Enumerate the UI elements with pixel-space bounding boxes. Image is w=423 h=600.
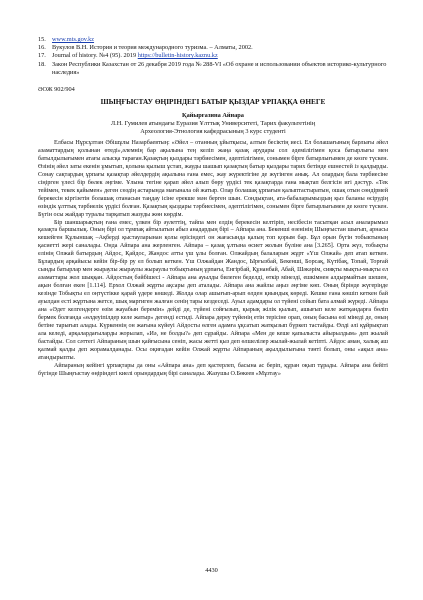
body-paragraph: Бір шаншарықтың ғана емес, үлкен бір әулеттің, тайпа мен елдің берекесін келтіріп, несібесін тасытқан асыл аналарымыз қазақта баршылық. Оның бірі ол тұмпақ айтылатын абыз анадардың бірі – Айпара ана. Бекенші өзенінің Шыңғыстан шығып, арнасы кешейген Құлыншақ –Ақберді қыстауларынан қолы өрісіндегі он жағасында қалың топ қорым бар. Бұл орын бүгін тобыктының қасиетті жері саналады. Онда Айпара ана жерленген. Айпара – қазақ ұлтына өсиет жолын бүліне ана [3.265]. Орта жүз, тобықты елінің Олжай батырдың Айдос, Қайдос, Жандос атты үш ұлы болған. Олжайдың балаларын жұрт «Үш Олжай» деп атап кеткен. Бұлардың арқайысы кейін бір-бір ру ел болып кеткен. Үш Олжайдан Жандос, Ырғызбай, Бекенші, Борсақ, Күтібақ, Топай, Торғай сынды батырлар мен жыраулы жыраулы жыраулы тобықтының ұрпағы, Енгірбай, Құнанбай, Абай, Шәкәрім, сияқты мықты-мықты ел азаматтары жол шыққан. Айдостың бәйбішесі - Айпара ана ауылды билеген беделді, өткір мінезді, ешкімнен алдырмайтын шешен, ақын болған екен [1.114]. Ерхол Олжай жұрты ақсары деп аталады. Айпара ана жайлы аңыз әңгіме көп. Оның бірінде жүгеріңде кезінде Тобықты ел оңтүстікке қарай үдере көшеді. Жолда олар ашығып-арып өлден қиындық көреді. Кешке ғана көшіп кеткен бай ауылдан есті жұртына жетсе, шық маргиген жалған сенің тары кездеседі. Ауыл адамдары ол түйені сойып бата алмай жүреді. Айпара ана «Әдет келгендерге өзім жауабын беремін» дейді де, түйені сойғызып, қырық жілік қылып, ашығып келе жатқандарға бөліп бермек болғанда «өлдеуіпілдер келе жатыр» дегенді естиді. Айпара дереу түйенің етін терісіне орап, оның басына өзі мінеді де, оның бетіне тарығып алады. Күркеннің он жағына күйеуі Айдосты өлген адамға ұқсатып жатқызып бүркеп тастайды. Өлді әлі құйрықтап ала келеді, арқалардағыларды жорылап, «Иә, не болды?» деп сұрайды. Айпара «Мен де кеше қапылыста айырылдым» деп жылай бастайды. Сол сәттегі Айпараның шын қайғысына сеніп, жасы жетті қыз деп өлшелілер жылай-жылай кетіпті. Айдос аман, халық аш қалмай қалды деп жорамалданады. Осы оқиғадан кейін Олжай жұрты Айпараның ақылдылығына тәнті болып, оны «ақыл ана» атандырыпты. (38, 219, 388, 361)
reference-number: 15. (38, 36, 46, 43)
reference-text-part: Закон Республики Казахстан от 26 декабря 2019 года № 288-VI «Об охране и использовании объектов историко-культурного наследия» (52, 60, 387, 76)
reference-text-part: Journal of history. №4 (95). 2019 (52, 52, 138, 60)
author-block (38, 112, 388, 136)
reference-text-part: Вукулов В.Н. История и теория международного туризма. – Алматы, 2002. (52, 44, 253, 52)
page-number: 4430 (205, 567, 218, 574)
body-paragraph: Айпараның кейінгі ұрпақтары да оны «Айпара ана» деп қастерлеп, басына ас беріп, құран оқып тұрады. Айпара ана бейіті бүгінде Шыңғыстау өңіріндегі киелі орындардың бірі саналады. Жазушы О.Бөкеев «Мұзтау» (38, 362, 388, 377)
udc-code: ӘОЖ 902/904 (38, 86, 75, 93)
reference-link[interactable]: https://bulletin-history.kaznu.kz (137, 52, 218, 60)
reference-text (52, 36, 388, 44)
reference-text (52, 61, 388, 77)
reference-text (52, 44, 388, 52)
reference-number: 16. (38, 44, 46, 52)
reference-item (38, 61, 388, 77)
reference-text (52, 52, 388, 60)
reference-number: 18. (38, 60, 46, 68)
body-paragraph: Елбасы Нұрсұлтан Әбішұлы Назарбаевтың: «Әйел – отанның ұйытқысы, алтын бесіктің иесі. Ел болашағының барлығы әйел азаматтардың қолынан өтеді»,әлемнің бар ақылына тең келіп жаңа қазақ арудары сол әдемілігімен қоса батырлығы мен батылдылығымен атағы алысқа тараған.Қазақтың қыздары тәрбиесімен, әдептілігімен, сонымен бірге батырлығымен де көзге түскен. Өзінің әйел заты екенін ұмытып, қолына қылыш ұстап, жауды шашып қазақтың батыр қыздары тарих бетінде ешнестей із қалдырды. Сонау сақтардың ұрпағы қазақтар әйелдердің ақылына ғана емес, жау жүректігіне де жүгінген анық. Ал олардың бала тәрбиесіне сіңірген үлесі бір бөлек әңгіме. Ұлына тегіне қарап әйел алып бөру үрдісі тек қазақтарда ғана мықтап белгісін игі дәстүр. «Тек тейімен, текек қайымен» деген сөздің астарында мағынала ой жатыр. Олар болашақ ұрпағын қалыптастыратын, ошақ отын сөндірмей берекесін кіргізетін болашақ отанасын таңдау ісіне ерекше мән берген шын. Сондықтан, ата-бабаларымыздың қыз баланы өсірудің өзіндік ұлттық тәрбиелік үрдісі болған. Қазақтың қыздары тәрбиесімен, әдептілігімен, сонымен бірге батырлығымен де көзге түскен. Бүгін осы жайдар туралы тарқатып жазуды жөн көрдім. (38, 140, 388, 218)
affiliation-line-1: Л.Н. Гумилев атындағы Еуразия Ұлттық Университеті, Тарих факультетінің (110, 120, 316, 127)
reference-link[interactable]: www.mts.gov.kz (52, 36, 95, 43)
reference-item (38, 44, 388, 52)
author-name: Қайырғазина Айнара (182, 112, 244, 119)
reference-number: 17. (38, 52, 46, 60)
affiliation-line-2: Археология-Этнология кафедрасының 3 курс студенті (140, 128, 286, 135)
reference-item (38, 36, 388, 44)
article-body (38, 140, 388, 379)
reference-item (38, 52, 388, 60)
article-title: ШЫҢҒЫСТАУ ӨҢІРІНДЕГІ БАТЫР ҚЫЗДАР ҰРПАҚҚА ӨНЕГЕ (100, 97, 326, 106)
reference-list (38, 36, 388, 77)
